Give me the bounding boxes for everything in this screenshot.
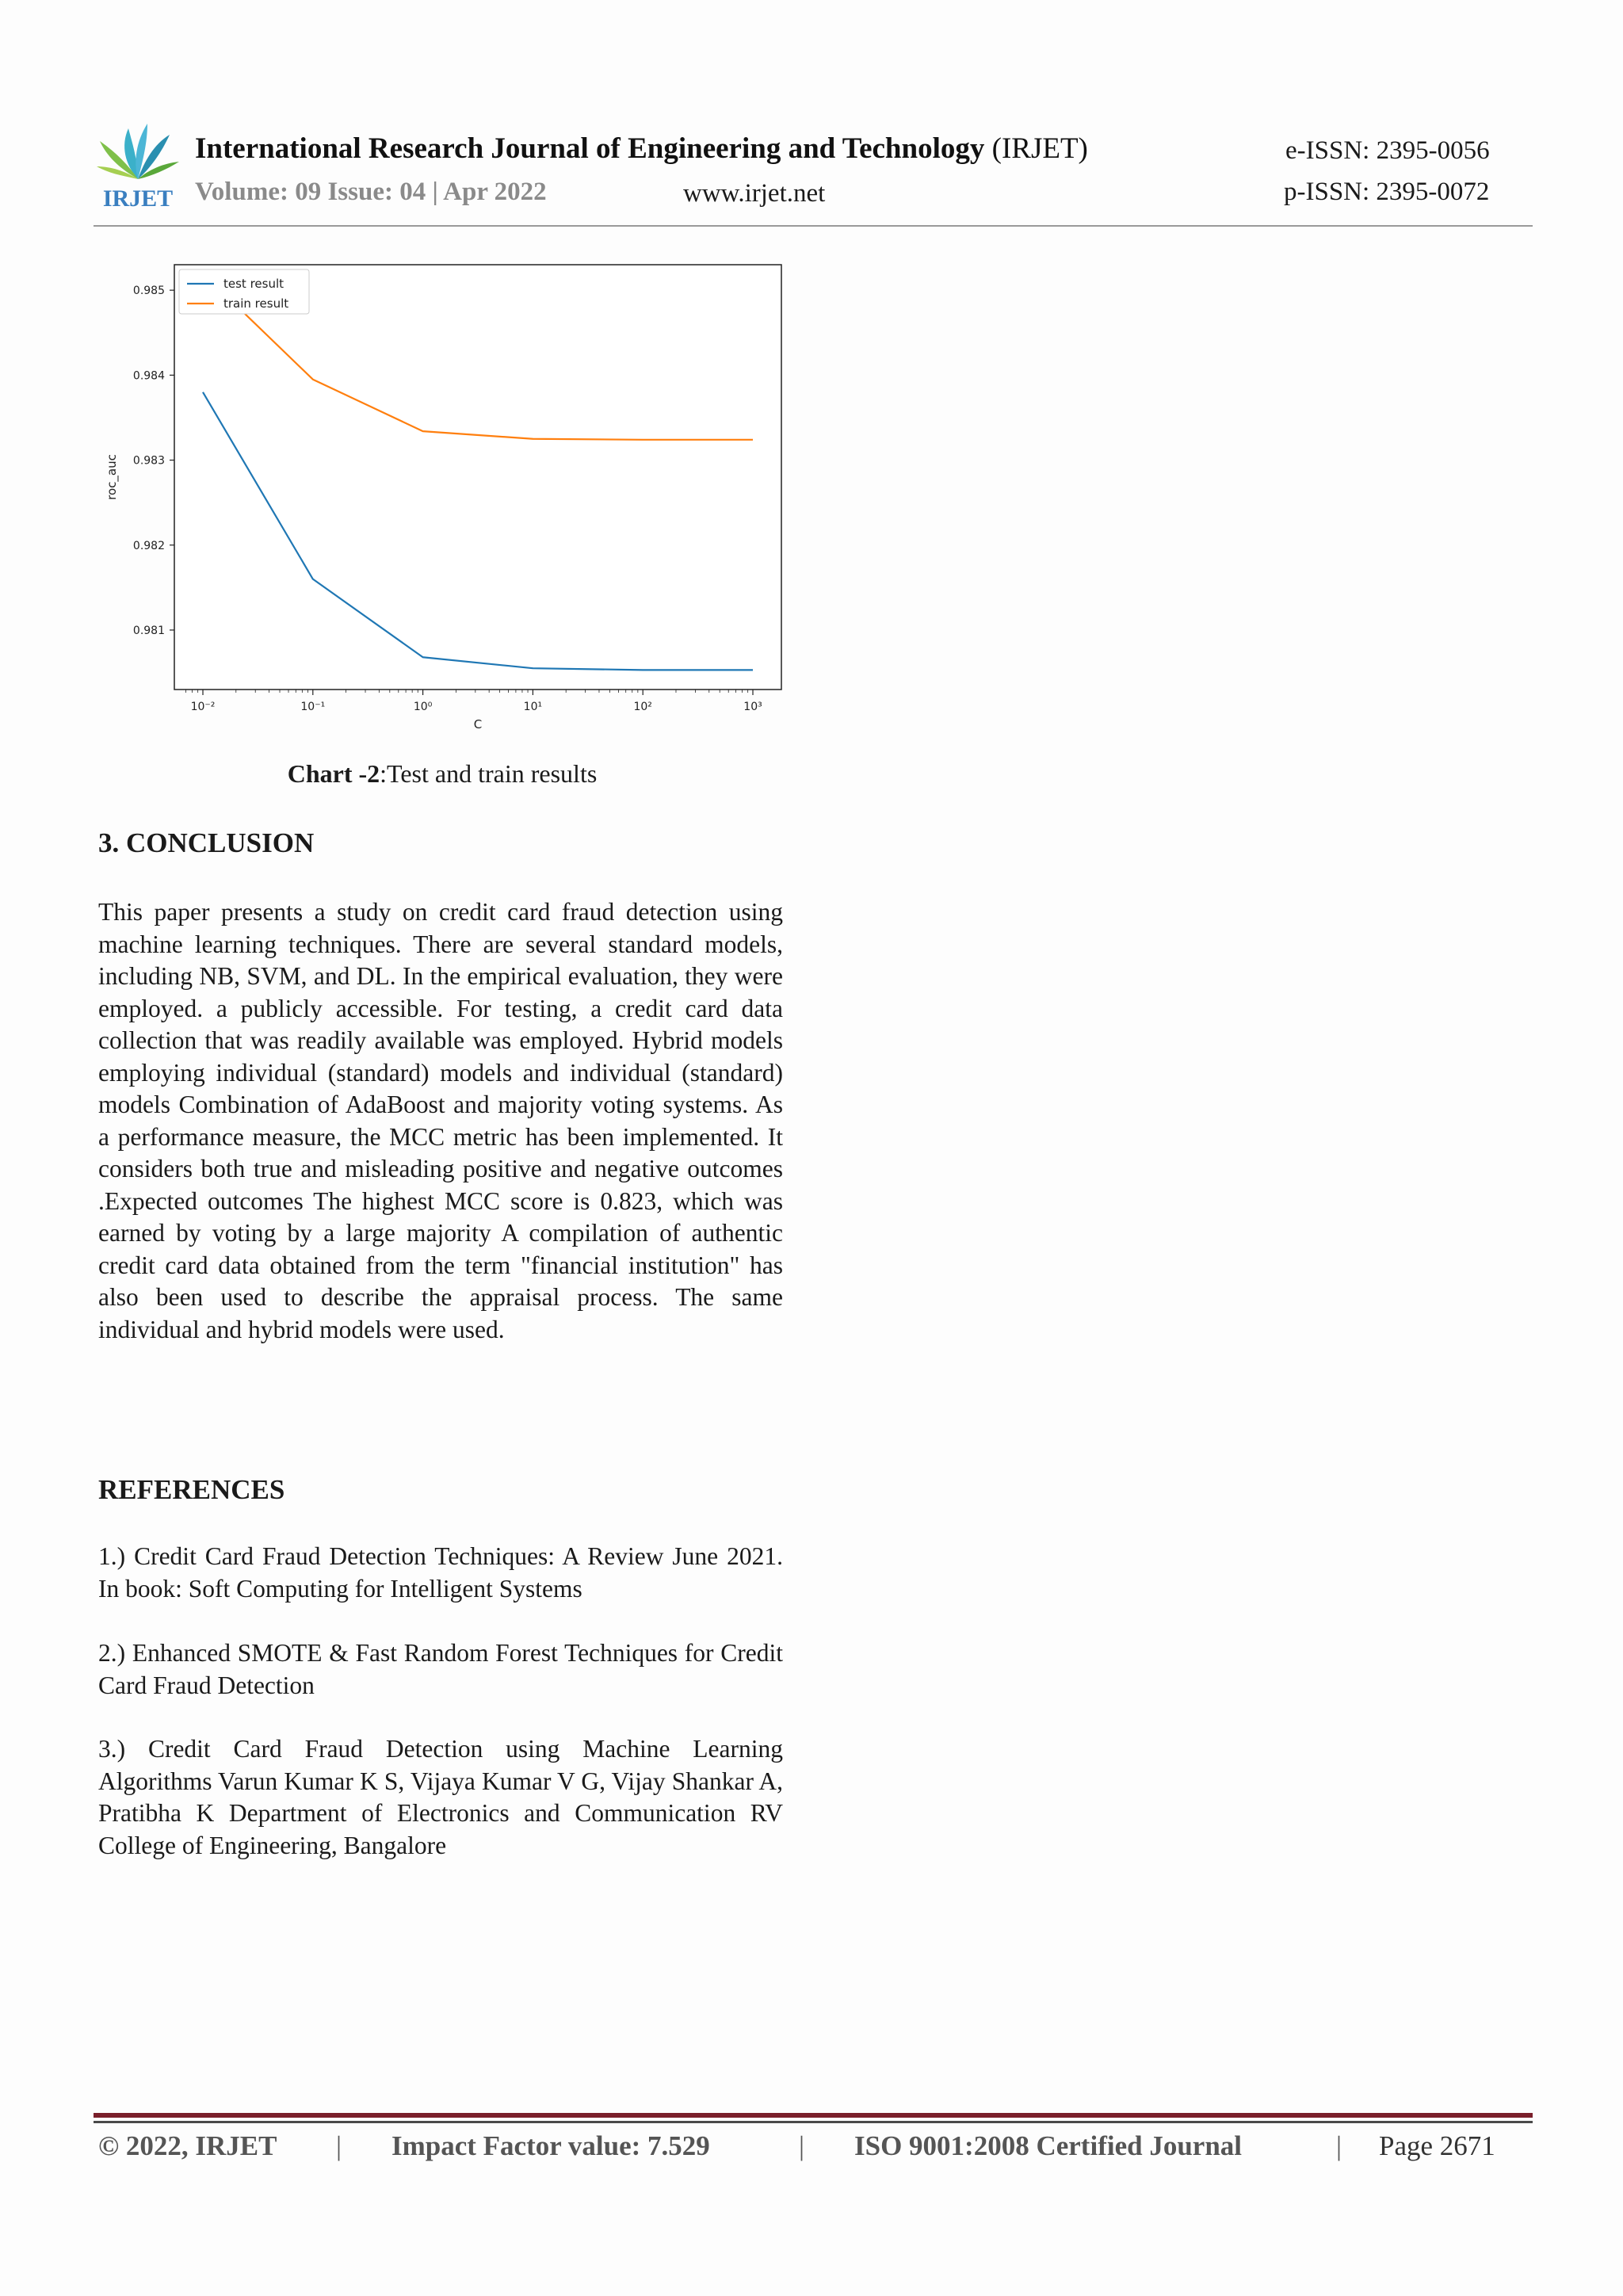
y-tick-label: 0.983 <box>132 454 165 468</box>
references-heading: REFERENCES <box>98 1474 285 1505</box>
x-tick-label: 10² <box>633 701 652 713</box>
y-tick-label: 0.984 <box>132 369 165 383</box>
footer-iso-certification: ISO 9001:2008 Certified Journal <box>854 2130 1243 2161</box>
chart-legend <box>179 269 309 314</box>
y-tick-label: 0.985 <box>132 285 165 298</box>
y-tick-label: 0.981 <box>132 624 165 637</box>
chart-caption-label: Chart -2 <box>287 759 380 788</box>
chart-caption-text: :Test and train results <box>380 759 598 788</box>
header-divider <box>94 225 1533 227</box>
plot-area <box>174 265 781 690</box>
journal-logo <box>94 117 182 211</box>
logo-leaves-icon <box>97 124 179 179</box>
footer-page-number: Page 2671 <box>1379 2130 1495 2161</box>
footer-separator: | <box>1336 2130 1342 2161</box>
x-tick-label: 10⁻¹ <box>300 701 326 713</box>
footer-copyright: © 2022, IRJET <box>98 2130 277 2161</box>
reference-item-1: 1.) Credit Card Fraud Detection Techniques: A Review June 2021. In book: Soft Computing for Intelligent Systems <box>98 1542 783 1603</box>
conclusion-paragraph: This paper presents a study on credit card fraud detection using machine learning techniques. There are several standard models, including NB, SVM, and DL. In the empirical evaluation, they were employed. a publicly accessible. For testing, a credit card data collection that was readily available was employed. Hybrid models employing individual (standard) models and individual (standard) models Combination of AdaBoost and majority voting systems. As a performance measure, the MCC metric has been implemented. It considers both true and misleading positive and negative outcomes .Expected outcomes The highest MCC score is 0.823, which was earned by voting by a large majority A compilation of authentic credit card data obtained from the term "financial institution" has also been used to describe the appraisal process. The same individual and hybrid models were used. <box>98 898 783 1343</box>
journal-website-link[interactable]: www.irjet.net <box>683 179 826 208</box>
x-axis-label: C <box>473 717 483 732</box>
volume-issue: Volume: 09 Issue: 04 | Apr 2022 <box>195 178 547 206</box>
roc-auc-chart <box>94 254 791 745</box>
footer-divider-top <box>94 2113 1533 2118</box>
pissn: p-ISSN: 2395-0072 <box>1284 178 1490 206</box>
conclusion-heading: 3. CONCLUSION <box>98 827 315 858</box>
footer-separator: | <box>799 2130 805 2161</box>
chart-caption <box>94 759 791 789</box>
eissn: e-ISSN: 2395-0056 <box>1285 136 1490 165</box>
y-tick-label: 0.982 <box>132 539 165 552</box>
legend-label: train result <box>223 296 289 311</box>
journal-title: International Research Journal of Engineering and Technology (IRJET) <box>195 132 1088 165</box>
footer-separator: | <box>336 2130 342 2161</box>
journal-abbr: (IRJET) <box>991 132 1088 165</box>
reference-item-3: 3.) Credit Card Fraud Detection using Machine Learning Algorithms Varun Kumar K S, Vijaya Kumar V G, Vijay Shankar A, Pratibha K Department of Electronics and Communication RV College of Engineering, Bangalore <box>98 1735 783 1859</box>
logo-text: IRJET <box>102 185 174 211</box>
y-axis-label: roc_auc <box>105 454 119 500</box>
x-tick-label: 10¹ <box>523 701 543 713</box>
footer-divider-bottom <box>94 2121 1533 2123</box>
x-tick-label: 10⁻² <box>190 701 216 713</box>
reference-item-2: 2.) Enhanced SMOTE & Fast Random Forest Techniques for Credit Card Fraud Detection <box>98 1639 783 1699</box>
x-tick-label: 10⁰ <box>413 701 433 713</box>
footer-impact-factor: Impact Factor value: 7.529 <box>391 2130 710 2161</box>
x-tick-label: 10³ <box>743 701 762 713</box>
legend-label: test result <box>223 277 285 291</box>
